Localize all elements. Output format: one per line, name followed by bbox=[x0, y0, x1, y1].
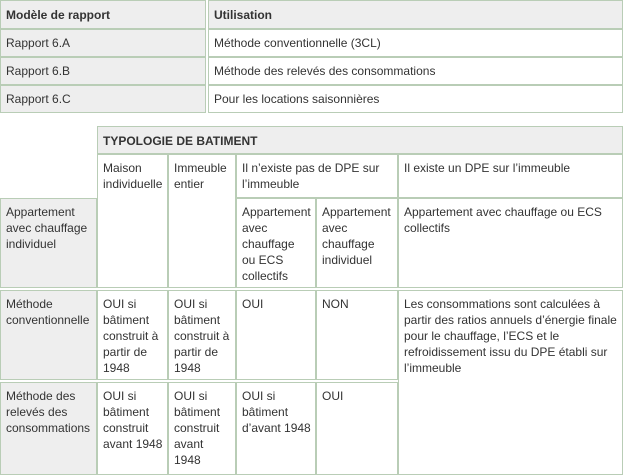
models-header-usage: Utilisation bbox=[208, 0, 623, 29]
col-dpe-header: Il existe un DPE sur l’immeuble bbox=[398, 154, 623, 198]
conv-immeuble-cell: OUI si bâtiment construit à partir de 1948 bbox=[168, 290, 236, 380]
sub-individuel-header: Appartement avec chauffage individuel bbox=[316, 198, 398, 288]
sub-collectif-header: Appartement avec chauffage ou ECS collectifs bbox=[236, 198, 316, 288]
models-header-model: Modèle de rapport bbox=[0, 0, 206, 29]
col-no-dpe-header: Il n’existe pas de DPE sur l’immeuble bbox=[236, 154, 398, 198]
model-cell: Rapport 6.A bbox=[0, 29, 206, 57]
model-cell: Rapport 6.B bbox=[0, 57, 206, 85]
col-maison-header: Maison individuelle bbox=[97, 154, 168, 288]
col-immeuble-header: Immeuble entier bbox=[168, 154, 236, 288]
releves-immeuble-cell: OUI si bâtiment construit avant 1948 bbox=[168, 382, 236, 475]
conv-individuel-cell: NON bbox=[316, 290, 398, 380]
releves-collectif-cell: OUI si bâtiment d’avant 1948 bbox=[236, 382, 316, 475]
typology-title: TYPOLOGIE DE BATIMENT bbox=[97, 126, 623, 154]
releves-individuel-cell: OUI bbox=[316, 382, 398, 475]
row-label-releves: Méthode des relevés des consommations bbox=[0, 382, 97, 475]
usage-cell: Pour les locations saisonnières bbox=[208, 85, 623, 113]
conv-collectif-cell: OUI bbox=[236, 290, 316, 380]
releves-maison-cell: OUI si bâtiment construit avant 1948 bbox=[97, 382, 168, 475]
dpe-consommations-cell: Les consommations sont calculées à partir des ratios annuels d’énergie finale pour le chauffage, l’ECS et le refroidissement issu du DPE établi sur l’immeuble bbox=[398, 290, 623, 475]
conv-maison-cell: OUI si bâtiment construit à partir de 1948 bbox=[97, 290, 168, 380]
usage-cell: Méthode des relevés des consommations bbox=[208, 57, 623, 85]
usage-cell: Méthode conventionnelle (3CL) bbox=[208, 29, 623, 57]
row-label-appartement: Appartement avec chauffage individuel bbox=[0, 198, 97, 288]
sub-dpe-header: Appartement avec chauffage ou ECS collectifs bbox=[398, 198, 623, 288]
model-cell: Rapport 6.C bbox=[0, 85, 206, 113]
row-label-conventionnelle: Méthode conventionnelle bbox=[0, 290, 97, 380]
